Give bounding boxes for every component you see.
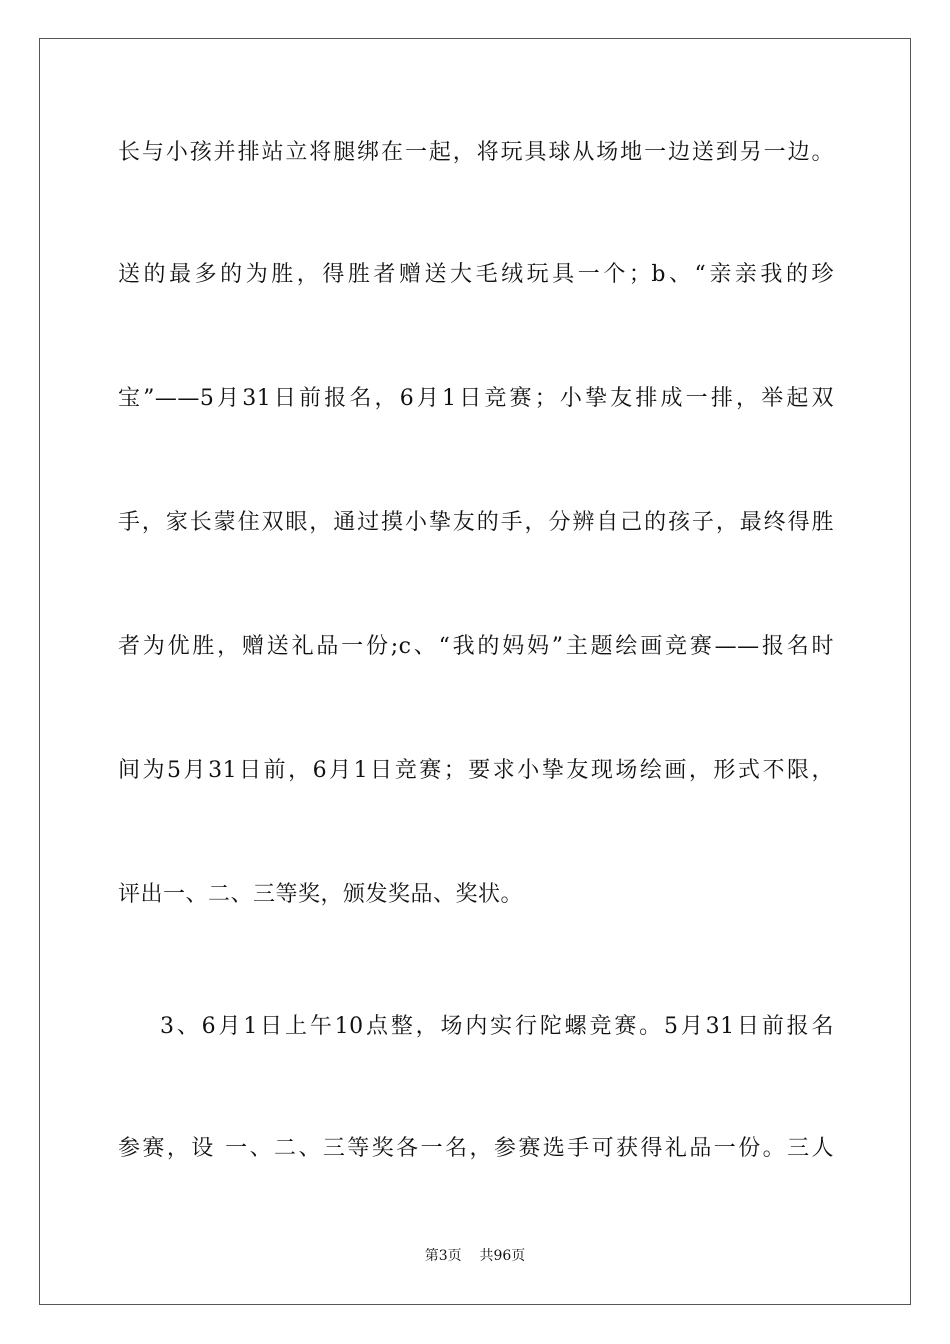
body-line-8: 3、6月1日上午10点整，场内实行陀螺竞赛。5月31日前报名 [160,1014,834,1039]
page-number: 第3页 [424,1248,462,1264]
body-line-9: 参赛，设 一、二、三等奖各一名，参赛选手可获得礼品一份。三人 [118,1136,834,1161]
body-line-4: 手，家长蒙住双眼，通过摸小挚友的手，分辨自己的孩子，最终得胜 [118,510,834,535]
page-frame [39,38,911,1305]
body-line-3: 宝”——5月31日前报名，6月1日竞赛；小挚友排成一排，举起双 [118,386,834,411]
body-line-5: 者为优胜，赠送礼品一份;c、“我的妈妈”主题绘画竞赛——报名时 [118,634,834,659]
page-total: 共96页 [479,1248,526,1264]
body-line-6: 间为5月31日前，6月1日竞赛；要求小挚友现场绘画，形式不限， [118,758,834,783]
body-line-1: 长与小孩并排站立将腿绑在一起，将玩具球从场地一边送到另一边。 [118,140,834,165]
page-footer [0,1247,950,1265]
body-line-2: 送的最多的为胜，得胜者赠送大毛绒玩具一个；b、“亲亲我的珍 [118,262,834,287]
body-line-7: 评出一、二、三等奖，颁发奖品、奖状。 [118,882,524,907]
